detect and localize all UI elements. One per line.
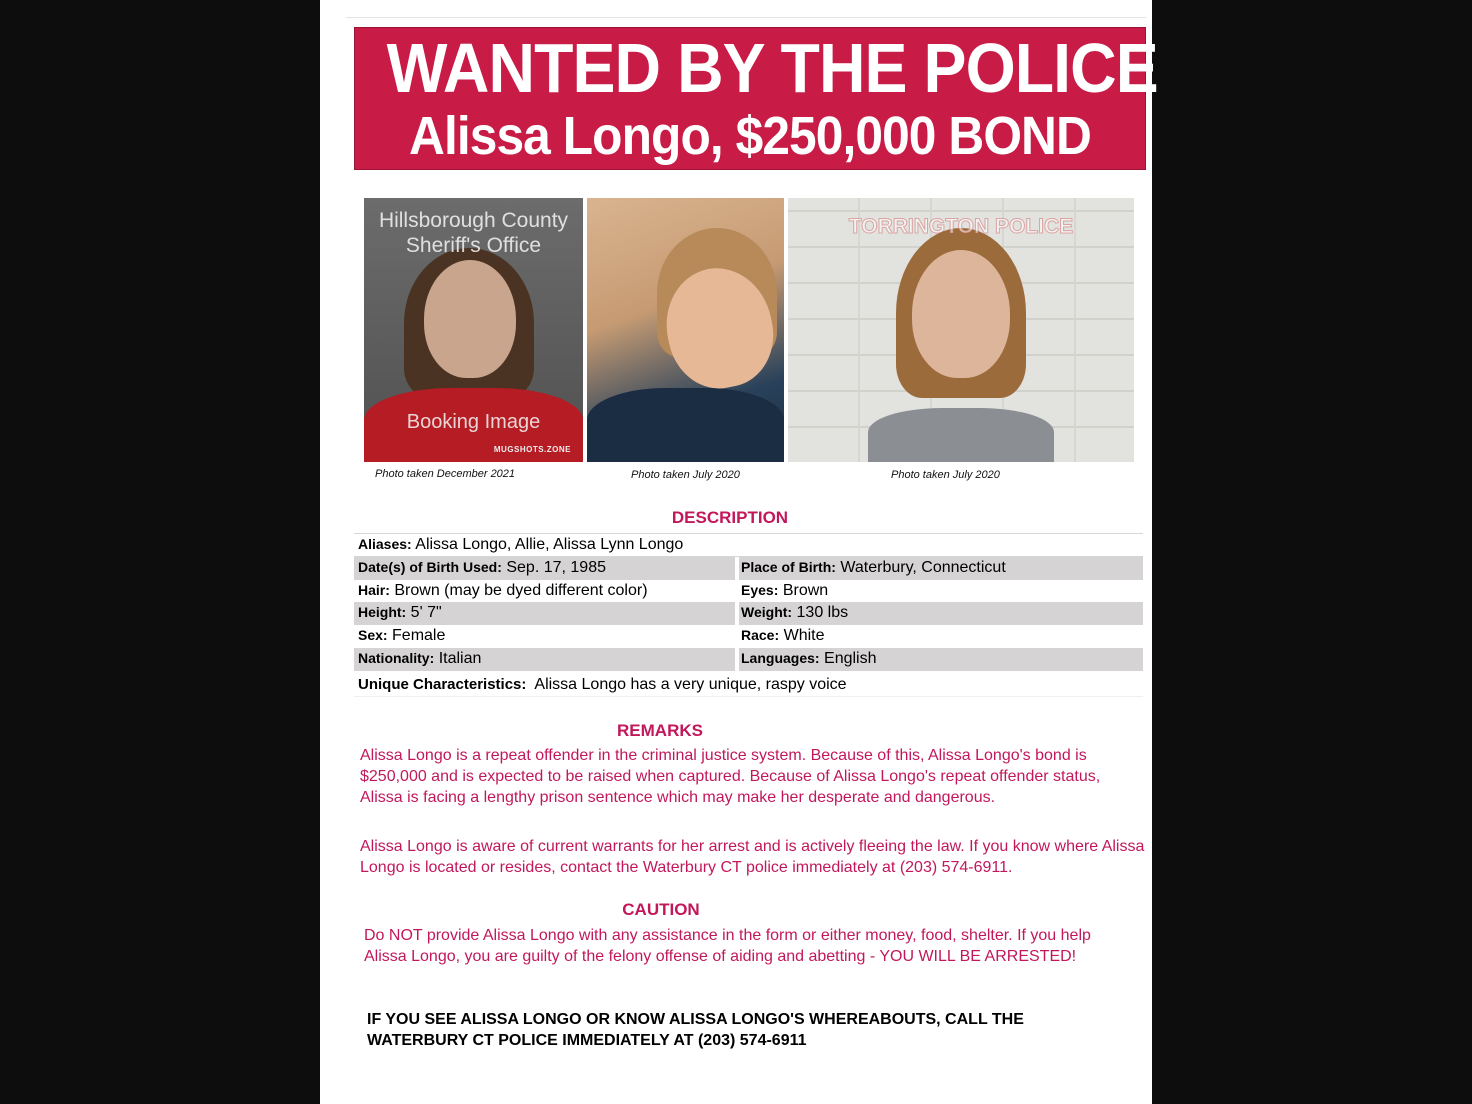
shirt-shape bbox=[868, 408, 1054, 462]
table-bottom-divider bbox=[354, 696, 1143, 697]
table-row bbox=[354, 557, 1143, 580]
banner-subtitle: Alissa Longo, $250,000 BOND bbox=[409, 106, 1091, 166]
field-label: Nationality: bbox=[358, 649, 435, 666]
description-heading: DESCRIPTION bbox=[671, 508, 789, 527]
remarks-paragraph: Alissa Longo is a repeat offender in the criminal justice system. Because of this, Alissa Longo's bond is $250,000 and is expected to be raised when captured. Because of Alissa Longo's repeat offender status, Alissa is facing a lengthy prison sentence which may make her desperate and dangerous. bbox=[360, 747, 1101, 806]
field-label: Languages: bbox=[741, 649, 820, 666]
field-value: 130 lbs bbox=[796, 604, 849, 622]
watermark-booking: Booking Image bbox=[406, 411, 541, 433]
field-value: English bbox=[824, 649, 877, 667]
watermark-sheriff: Hillsborough County Sheriff's Office bbox=[378, 209, 569, 257]
field-value: Brown bbox=[782, 581, 829, 599]
photo-caption: Photo taken July 2020 bbox=[891, 469, 1000, 481]
watermark-torrington: TORRINGTON POLICE bbox=[848, 215, 1074, 238]
wanted-banner bbox=[354, 27, 1158, 170]
field-value: Female bbox=[392, 627, 446, 645]
field-label: Unique Characteristics: bbox=[358, 676, 527, 693]
unique-characteristics bbox=[358, 676, 847, 694]
photo-caption: Photo taken July 2020 bbox=[631, 469, 740, 481]
table-row bbox=[354, 534, 1143, 557]
booking-photo-2021 bbox=[364, 198, 583, 462]
field-value: Italian bbox=[438, 649, 482, 667]
field-label: Weight: bbox=[741, 604, 793, 621]
torrington-photo-2020 bbox=[788, 198, 1134, 462]
field-value: Brown (may be dyed different color) bbox=[394, 581, 648, 599]
caution-paragraph: Do NOT provide Alissa Longo with any assistance in the form or either money, food, shelter. If you help Alissa Longo, you are guilty of the felony offense of aiding and abetting - YOU WILL BE ARRESTED! bbox=[364, 927, 1091, 965]
remarks-paragraph: Alissa Longo is aware of current warrants for her arrest and is actively fleeing the law. If you know where Alissa Longo is located or resides, contact the Waterbury CT police immediately at (203) 574-6911. bbox=[360, 838, 1145, 876]
remarks-heading: REMARKS bbox=[617, 721, 703, 740]
field-label: Eyes: bbox=[741, 581, 779, 598]
face-shape bbox=[912, 250, 1010, 378]
top-divider bbox=[346, 17, 1146, 18]
field-value: Sep. 17, 1985 bbox=[506, 558, 606, 576]
field-label: Hair: bbox=[358, 581, 390, 598]
field-value: Alissa Longo has a very unique, raspy voice bbox=[534, 676, 847, 693]
selfie-photo-2020 bbox=[587, 198, 784, 462]
table-row bbox=[354, 602, 1143, 625]
caution-heading: CAUTION bbox=[622, 900, 700, 919]
final-notice: IF YOU SEE ALISSA LONGO OR KNOW ALISSA LONGO'S WHEREABOUTS, CALL THE WATERBURY CT POLICE IMMEDIATELY AT (203) 574-6911 bbox=[367, 1011, 1024, 1049]
field-value: White bbox=[783, 627, 825, 645]
face-shape bbox=[424, 260, 516, 378]
field-value: Alissa Longo, Allie, Alissa Lynn Longo bbox=[415, 536, 684, 553]
description-table bbox=[354, 533, 1143, 671]
field-label: Height: bbox=[358, 604, 407, 621]
field-label: Aliases: bbox=[358, 536, 412, 552]
photo-caption: Photo taken December 2021 bbox=[375, 468, 516, 480]
field-label: Place of Birth: bbox=[741, 558, 836, 575]
field-value: 5' 7" bbox=[410, 604, 442, 622]
field-label: Sex: bbox=[358, 627, 388, 644]
field-label: Date(s) of Birth Used: bbox=[358, 558, 502, 575]
table-row bbox=[354, 625, 1143, 648]
wanted-poster bbox=[320, 0, 1158, 1104]
shirt-shape bbox=[587, 388, 784, 462]
table-row bbox=[354, 580, 1143, 603]
field-label: Race: bbox=[741, 627, 780, 644]
table-divider bbox=[354, 556, 1143, 557]
field-value: Waterbury, Connecticut bbox=[840, 558, 1006, 576]
watermark-mugshots: MUGSHOTS.ZONE bbox=[493, 445, 571, 454]
table-row bbox=[354, 648, 1143, 671]
banner-title: WANTED BY THE POLICE bbox=[386, 29, 1158, 107]
